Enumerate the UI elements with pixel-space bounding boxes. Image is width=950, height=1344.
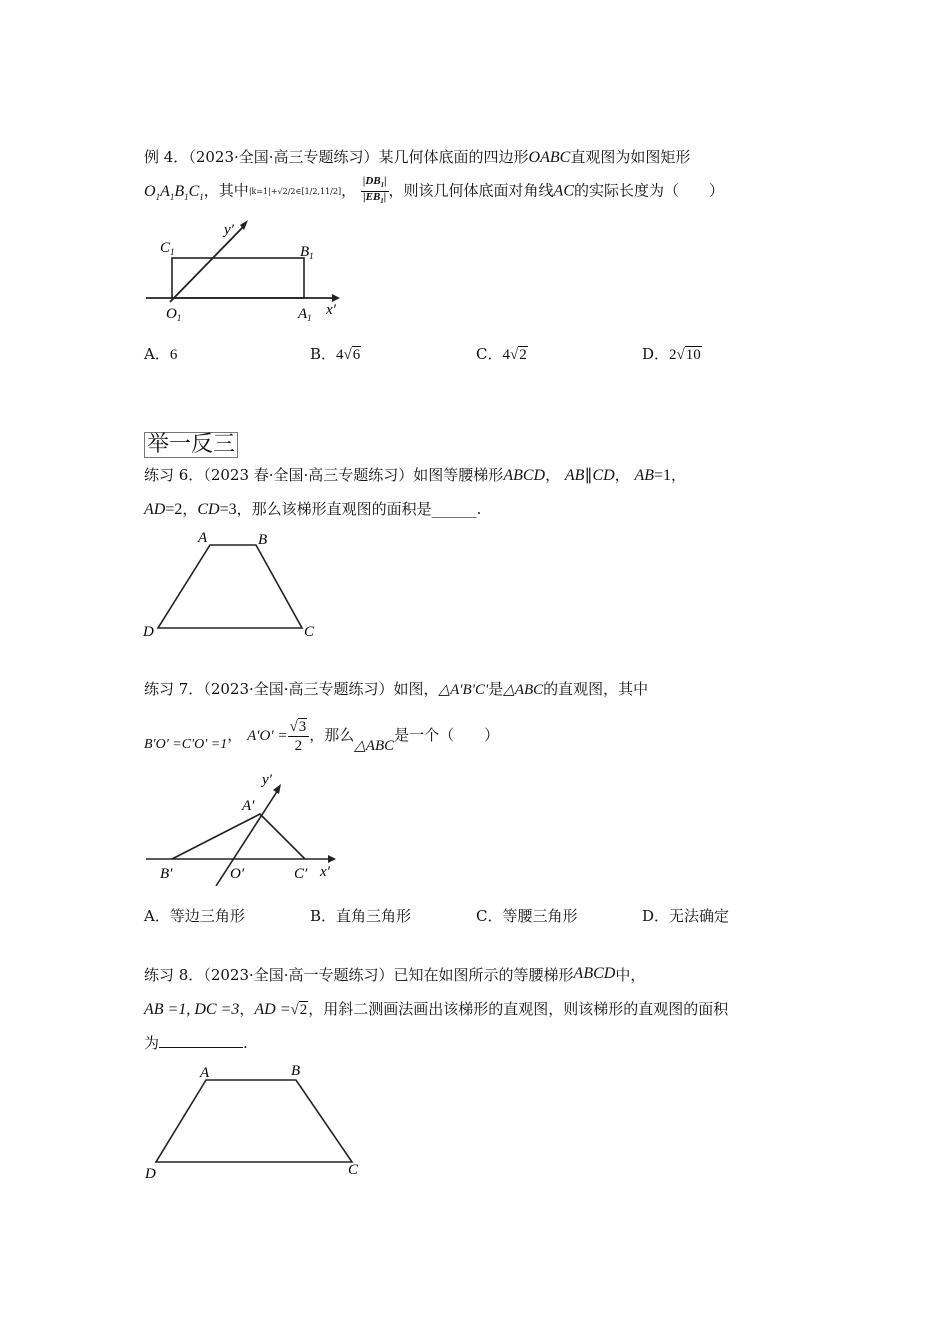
ex4-line2: $O_1A_1B_1C_1$，其中|k=1|+√2/2∈[1/2,11/2]， $\frac{|DB_1|}{|EB_1|}$ ，则该几何体底面对角线AC的实际长度为（ ） <box>144 175 725 206</box>
p7-line2: B′O′ =C′O′ =1， A′O′ = $\frac{√3}{2}$ ，那么△ABC是一个（ ） <box>144 718 500 754</box>
ex4-text5: 的实际长度为（ ） <box>574 181 725 200</box>
p8-text5: . <box>243 1034 248 1052</box>
p7-text1: 如图， <box>393 680 439 698</box>
p7-source: （2023·全国·高三专题练习） <box>203 680 394 698</box>
p6-cond1: AB∥CD <box>564 467 615 484</box>
ex4-line1 <box>144 146 690 167</box>
p7-label-c: C′ <box>294 866 308 882</box>
p7-text5: 是一个（ ） <box>394 726 500 744</box>
ex4-diag: AC <box>553 182 574 200</box>
p7-tri3: △ABC <box>354 738 395 754</box>
ex4-ratio: $\frac{|DB_1|}{|EB_1|}$ <box>362 175 387 206</box>
label-a1: $A_1$ <box>298 306 312 323</box>
p6-label-d: D <box>143 624 154 640</box>
ex4-text2: 直观图为如图矩形 <box>570 148 691 166</box>
p7-figure <box>140 764 350 886</box>
p8-label-c: C <box>348 1162 359 1178</box>
p8-label-a: A <box>200 1065 210 1081</box>
p8-line2: AB =1, DC =3，AD =√2，用斜二测画法画出该梯形的直观图，则该梯形的直观图的面积 <box>144 1000 729 1018</box>
p8-cond1: AB =1, DC =3 <box>144 1001 240 1018</box>
ex4-figure <box>140 214 350 324</box>
section-title: 举一反三 <box>144 432 238 458</box>
p8-text4: 为 <box>144 1034 160 1052</box>
p8-source: （2023·全国·高一专题练习） <box>203 966 394 984</box>
ex4-source: （2023·全国·高三专题练习） <box>188 148 379 166</box>
p6-label-c: C <box>304 624 315 640</box>
p8-figure <box>140 1058 370 1182</box>
p8-label-d: D <box>145 1166 156 1182</box>
p7-option-d: D．无法确定 <box>642 907 730 925</box>
p8-text2: 中， <box>615 966 646 984</box>
p8-line3 <box>144 1032 248 1053</box>
p8-line1 <box>144 964 645 985</box>
p8-text1: 已知在如图所示的等腰梯形 <box>393 966 574 984</box>
p7-label-o: O′ <box>230 866 245 882</box>
ex4-text4: ，则该几何体底面对角线 <box>388 181 554 200</box>
p7-option-c: C．等腰三角形 <box>476 907 578 925</box>
p7-option-b: B．直角三角形 <box>310 907 412 925</box>
rectangle <box>172 258 304 298</box>
p8-label-b: B <box>291 1063 301 1079</box>
p8-shape: ABCD <box>573 965 616 982</box>
p7-line1 <box>144 678 648 699</box>
ex4-rect-name: $O_1A_1B_1C_1$ <box>144 182 204 202</box>
p8-sqrt: √2 <box>290 1002 308 1018</box>
p7-label-b: B′ <box>160 866 173 882</box>
p7-text2: 是 <box>488 680 504 698</box>
ex4-label: 例 4． <box>144 148 189 166</box>
ex4-garbled-formula: |k=1|+√2/2∈[1/2,11/2] <box>248 187 342 197</box>
ex4-option-d: D．2√10 <box>642 345 701 363</box>
p6-cond4: CD=3 <box>197 501 237 518</box>
p6-cond2: AB=1 <box>634 467 672 484</box>
p7-label-x: x′ <box>320 864 330 880</box>
p7-fraction: $\frac{√3}{2}$ <box>288 718 310 755</box>
p7-option-a: A．等边三角形 <box>144 907 245 925</box>
p8-trapezoid <box>156 1080 352 1162</box>
ex4-text3: ，其中 <box>203 181 249 200</box>
p7-text3: 的直观图，其中 <box>543 680 649 698</box>
p7-label-y: y′ <box>262 772 272 788</box>
p7-label-a: A′ <box>242 798 255 814</box>
p6-line2: AD=2，CD=3，那么该梯形直观图的面积是______. <box>144 500 482 518</box>
label-y: y′ <box>224 222 234 238</box>
p6-text1: 如图等腰梯形 <box>413 466 504 484</box>
p7-tri2: △ABC <box>503 682 544 698</box>
label-o1: $O_1$ <box>166 306 182 323</box>
label-b1: $B_1$ <box>300 244 314 261</box>
p6-line1: 练习 6．（2023 春·全国·高三专题练习）如图等腰梯形ABCD， AB∥CD， AB=1， <box>144 466 687 484</box>
p6-label: 练习 6． <box>144 466 204 484</box>
ex4-option-b: B．4√6 <box>310 345 361 363</box>
ex4-shape: OABC <box>528 149 571 166</box>
p6-trapezoid <box>158 545 302 628</box>
p8-answer-blank[interactable] <box>159 1033 243 1048</box>
p6-shape: ABCD <box>503 467 546 484</box>
ex4-text1: 某几何体底面的四边形 <box>378 148 529 166</box>
p6-figure <box>140 526 330 644</box>
ex4-option-a: A．6 <box>144 345 178 363</box>
p7-cond1: B′O′ =C′O′ =1 <box>144 737 228 752</box>
p7-cond2: A′O′ = <box>247 728 288 744</box>
p6-label-a: A <box>198 530 208 546</box>
p7-tri1: △A′B′C′ <box>438 682 489 698</box>
p7-text4: ，那么 <box>309 726 355 744</box>
label-c1: $C_1$ <box>160 240 175 257</box>
p8-label: 练习 8． <box>144 966 204 984</box>
p8-text3: ，用斜二测画法画出该梯形的直观图，则该梯形的直观图的面积 <box>308 1000 729 1018</box>
p6-text2: ，那么该梯形直观图的面积是______. <box>236 500 482 518</box>
p8-cond2: AD = <box>254 1001 291 1018</box>
ex4-option-c: C．4√2 <box>476 345 527 363</box>
label-x: x′ <box>326 302 336 318</box>
p6-label-b: B <box>258 532 268 548</box>
p6-cond3: AD=2 <box>144 501 183 518</box>
p7-label: 练习 7． <box>144 680 204 698</box>
p6-source: （2023 春·全国·高三专题练习） <box>203 466 414 484</box>
